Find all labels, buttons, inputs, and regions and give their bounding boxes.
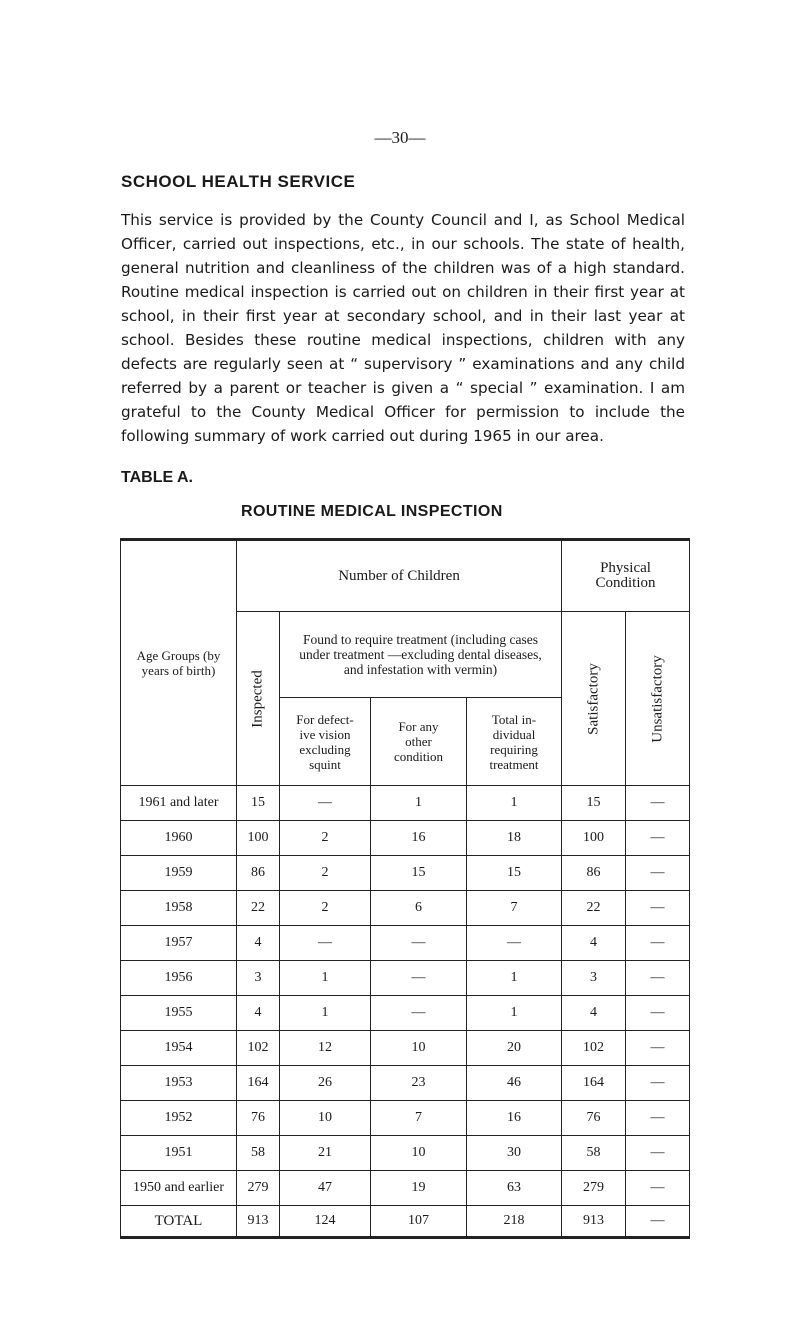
routine-medical-inspection-table (120, 538, 690, 1239)
age-group-cell: 1957 (121, 926, 237, 961)
total-other-cell: 107 (371, 1206, 467, 1238)
age-group-cell: 1956 (121, 961, 237, 996)
section-heading: SCHOOL HEALTH SERVICE (121, 172, 356, 191)
age-group-cell: 1961 and later (121, 786, 237, 821)
age-group-cell: 1952 (121, 1101, 237, 1136)
unsatisfactory-cell: — (626, 786, 690, 821)
table-label: TABLE A. (121, 469, 193, 486)
total-requiring-cell: 1 (467, 786, 562, 821)
unsatisfactory-cell: — (626, 856, 690, 891)
inspected-cell: 4 (237, 996, 280, 1031)
number-of-children-header: Number of Children (237, 540, 562, 612)
unsatisfactory-cell: — (626, 1031, 690, 1066)
inspected-header (237, 612, 280, 786)
total-label-cell: TOTAL (121, 1206, 237, 1238)
total-satisfactory-cell: 913 (562, 1206, 626, 1238)
total-requiring-cell: 218 (467, 1206, 562, 1238)
defective-vision-cell: 1 (280, 961, 371, 996)
total-requiring-cell: 46 (467, 1066, 562, 1101)
unsatisfactory-cell: — (626, 891, 690, 926)
age-group-cell: 1953 (121, 1066, 237, 1101)
satisfactory-cell: 76 (562, 1101, 626, 1136)
total-vision-cell: 124 (280, 1206, 371, 1238)
total-requiring-cell: 1 (467, 996, 562, 1031)
table-row (121, 1066, 690, 1101)
total-requiring-cell: 7 (467, 891, 562, 926)
table-row (121, 1171, 690, 1206)
other-condition-cell: 10 (371, 1136, 467, 1171)
inspected-cell: 86 (237, 856, 280, 891)
other-condition-cell: 15 (371, 856, 467, 891)
total-requiring-cell: 20 (467, 1031, 562, 1066)
age-group-cell: 1960 (121, 821, 237, 856)
table-row (121, 926, 690, 961)
total-individual-header: Total in-dividual requiring treatment (467, 698, 562, 786)
inspected-cell: 102 (237, 1031, 280, 1066)
age-group-cell: 1955 (121, 996, 237, 1031)
total-requiring-cell: 63 (467, 1171, 562, 1206)
satisfactory-cell: 58 (562, 1136, 626, 1171)
satisfactory-cell: 22 (562, 891, 626, 926)
table-row (121, 786, 690, 821)
inspected-cell: 100 (237, 821, 280, 856)
satisfactory-cell: 102 (562, 1031, 626, 1066)
inspected-cell: 76 (237, 1101, 280, 1136)
other-condition-header: For any other condition (371, 698, 467, 786)
page-number: —30— (374, 128, 426, 147)
inspected-cell: 3 (237, 961, 280, 996)
defective-vision-cell: 10 (280, 1101, 371, 1136)
total-inspected-cell: 913 (237, 1206, 280, 1238)
other-condition-cell: 19 (371, 1171, 467, 1206)
defective-vision-cell: 2 (280, 891, 371, 926)
unsatisfactory-cell: — (626, 1171, 690, 1206)
total-requiring-cell: 15 (467, 856, 562, 891)
satisfactory-cell: 4 (562, 926, 626, 961)
defective-vision-header: For defect-ive vision excluding squint (280, 698, 371, 786)
other-condition-cell: — (371, 961, 467, 996)
table-row (121, 891, 690, 926)
unsatisfactory-cell: — (626, 961, 690, 996)
inspected-cell: 22 (237, 891, 280, 926)
table-title: ROUTINE MEDICAL INSPECTION (241, 503, 503, 520)
physical-condition-header: Physical Condition (562, 540, 690, 612)
satisfactory-header (562, 612, 626, 786)
total-requiring-cell: — (467, 926, 562, 961)
total-row (121, 1206, 690, 1238)
age-group-cell: 1958 (121, 891, 237, 926)
age-groups-header: Age Groups (by years of birth) (121, 540, 237, 786)
satisfactory-label: Satisfactory (585, 662, 602, 735)
defective-vision-cell: 26 (280, 1066, 371, 1101)
total-requiring-cell: 1 (467, 961, 562, 996)
other-condition-cell: 16 (371, 821, 467, 856)
unsatisfactory-cell: — (626, 1101, 690, 1136)
defective-vision-cell: 12 (280, 1031, 371, 1066)
inspected-cell: 279 (237, 1171, 280, 1206)
age-group-cell: 1951 (121, 1136, 237, 1171)
age-group-cell: 1959 (121, 856, 237, 891)
other-condition-cell: 10 (371, 1031, 467, 1066)
unsatisfactory-cell: — (626, 996, 690, 1031)
table-row (121, 821, 690, 856)
defective-vision-cell: 1 (280, 996, 371, 1031)
other-condition-cell: — (371, 926, 467, 961)
table-row (121, 1136, 690, 1171)
table-row (121, 1101, 690, 1136)
inspected-cell: 58 (237, 1136, 280, 1171)
age-group-cell: 1950 and earlier (121, 1171, 237, 1206)
unsatisfactory-cell: — (626, 1066, 690, 1101)
other-condition-cell: 1 (371, 786, 467, 821)
defective-vision-cell: 2 (280, 856, 371, 891)
total-requiring-cell: 18 (467, 821, 562, 856)
unsatisfactory-header (626, 612, 690, 786)
other-condition-cell: 6 (371, 891, 467, 926)
unsatisfactory-cell: — (626, 1136, 690, 1171)
satisfactory-cell: 86 (562, 856, 626, 891)
defective-vision-cell: — (280, 786, 371, 821)
satisfactory-cell: 15 (562, 786, 626, 821)
other-condition-cell: 23 (371, 1066, 467, 1101)
total-unsatisfactory-cell: — (626, 1206, 690, 1238)
other-condition-cell: — (371, 996, 467, 1031)
total-requiring-cell: 30 (467, 1136, 562, 1171)
inspected-cell: 15 (237, 786, 280, 821)
intro-paragraph: This service is provided by the County Council and I, as School Medical Officer, carried out inspections, etc., in our schools. The state of health, general nutrition and cleanliness of the children was of a high standard. Routine medical inspection is carried out on children in their first year at school, in their first year at secondary school, and in their last year at school. Besides these routine medical inspections, children with any defects are regularly seen at “ supervisory ” examinations and any child referred by a parent or teacher is given a “ special ” examination. I am grateful to the County Medical Officer for permission to include the following summary of work carried out during 1965 in our area. (121, 211, 685, 445)
age-group-cell: 1954 (121, 1031, 237, 1066)
satisfactory-cell: 100 (562, 821, 626, 856)
table-row (121, 856, 690, 891)
defective-vision-cell: 21 (280, 1136, 371, 1171)
inspected-cell: 4 (237, 926, 280, 961)
satisfactory-cell: 164 (562, 1066, 626, 1101)
defective-vision-cell: 2 (280, 821, 371, 856)
unsatisfactory-cell: — (626, 926, 690, 961)
inspected-label: Inspected (249, 669, 266, 728)
unsatisfactory-cell: — (626, 821, 690, 856)
found-to-require-header: Found to require treatment (including cases under treatment —excluding dental diseases, and infestation with vermin) (280, 612, 562, 698)
table-row (121, 996, 690, 1031)
satisfactory-cell: 4 (562, 996, 626, 1031)
other-condition-cell: 7 (371, 1101, 467, 1136)
table-row (121, 961, 690, 996)
defective-vision-cell: 47 (280, 1171, 371, 1206)
satisfactory-cell: 3 (562, 961, 626, 996)
defective-vision-cell: — (280, 926, 371, 961)
unsatisfactory-label: Unsatisfactory (649, 654, 666, 743)
table-row (121, 1031, 690, 1066)
total-requiring-cell: 16 (467, 1101, 562, 1136)
satisfactory-cell: 279 (562, 1171, 626, 1206)
inspected-cell: 164 (237, 1066, 280, 1101)
